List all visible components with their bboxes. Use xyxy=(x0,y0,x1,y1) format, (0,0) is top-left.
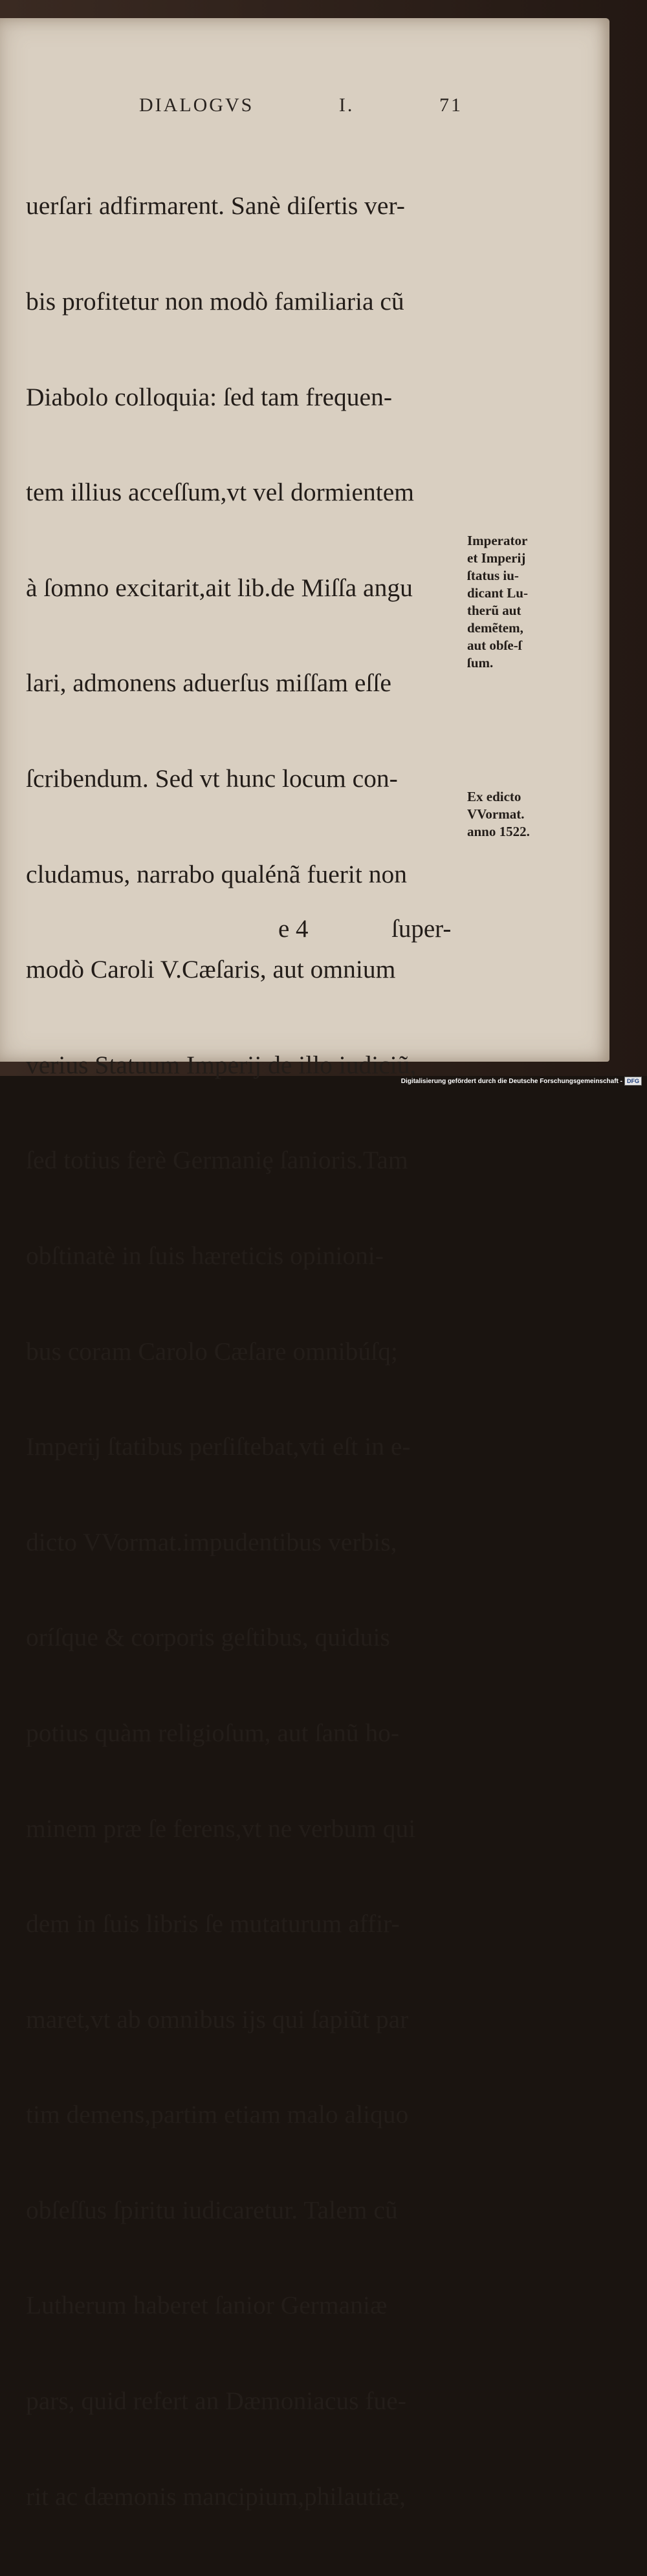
text-line: tim demens,partim etiam malo aliquo xyxy=(26,2100,409,2129)
running-head xyxy=(139,94,463,116)
text-line: Imperij ſtatibus perſiſtebat,vti eſt in e- xyxy=(26,1432,411,1461)
text-line: bis profitetur non modò familiaria cũ xyxy=(26,287,404,316)
text-line: uerſari adfirmarent. Sanè diſertis ver- xyxy=(26,191,405,220)
text-line: verius Statuum Imperij de illo iudiciũ, xyxy=(26,1050,417,1079)
text-line: cludamus, narrabo qualénã fuerit non xyxy=(26,859,407,888)
text-line: modò Caroli V.Cæſaris, aut omnium xyxy=(26,955,396,984)
text-line: minem præ ſe ferens,vt ne verbum qui xyxy=(26,1814,416,1843)
margin-note-imperator: Imperator et Imperij ſtatus iu- dicant Lu- therũ aut demẽtem, aut obſe-ſ ſum. xyxy=(467,533,528,671)
text-line: obſtinatè in ſuis hæreticis opinioni- xyxy=(26,1241,384,1270)
signature-mark: e 4 xyxy=(278,915,309,943)
catchword: ſuper- xyxy=(391,915,452,943)
text-line: oríſque & corporis geſtibus, quiduis xyxy=(26,1623,390,1652)
dfg-logo-icon: DFG xyxy=(624,1077,642,1086)
running-head-dialog-number: I. xyxy=(338,94,355,116)
text-line: Lutherum haberet ſanior Germaniæ xyxy=(26,2291,388,2320)
text-line: Diabolo colloquia: ſed tam frequen- xyxy=(26,382,392,411)
text-line: maret,vt ab omnibus ijs qui ſapiũt par xyxy=(26,2004,409,2034)
text-line: lari, admonens aduerſus miſſam eſſe xyxy=(26,669,391,698)
text-line: ſcribendum. Sed vt hunc locum con- xyxy=(26,764,398,793)
margin-note-edict: Ex edicto VVormat. anno 1522. xyxy=(467,789,530,839)
body-text xyxy=(26,127,472,2576)
running-head-title: DIALOGVS xyxy=(139,94,254,116)
text-line: ſed totius ferè Germaniȩ ſanioris.Tam xyxy=(26,1146,408,1175)
text-line: dicto VVormat.impudentibus verbis, xyxy=(26,1527,397,1556)
text-line: dem in ſuis libris ſe mutaturum affir- xyxy=(26,1909,400,1938)
text-line: rit ac dæmonis mancipium,philautiæ, xyxy=(26,2482,406,2511)
page-number: 71 xyxy=(439,94,463,116)
text-line: tem illius acceſſum,vt vel dormientem xyxy=(26,478,415,507)
credit-text: Digitalisierung gefördert durch die Deutsche Forschungsgemeinschaft - xyxy=(400,1077,622,1085)
text-line: obſeſſus ſpiritu iudicaretur. Talem cũ xyxy=(26,2195,398,2224)
text-line: potius quàm religioſum, aut ſanũ ho- xyxy=(26,1718,400,1747)
text-line: pars, quid refert an Dæmoniacus fue- xyxy=(26,2387,406,2416)
digitization-credit xyxy=(401,1076,642,1086)
text-line: à ſomno excitarit,ait lib.de Miſſa angu xyxy=(26,573,413,602)
text-line: bus coram Carolo Cæſare omnibúſq; xyxy=(26,1336,398,1366)
